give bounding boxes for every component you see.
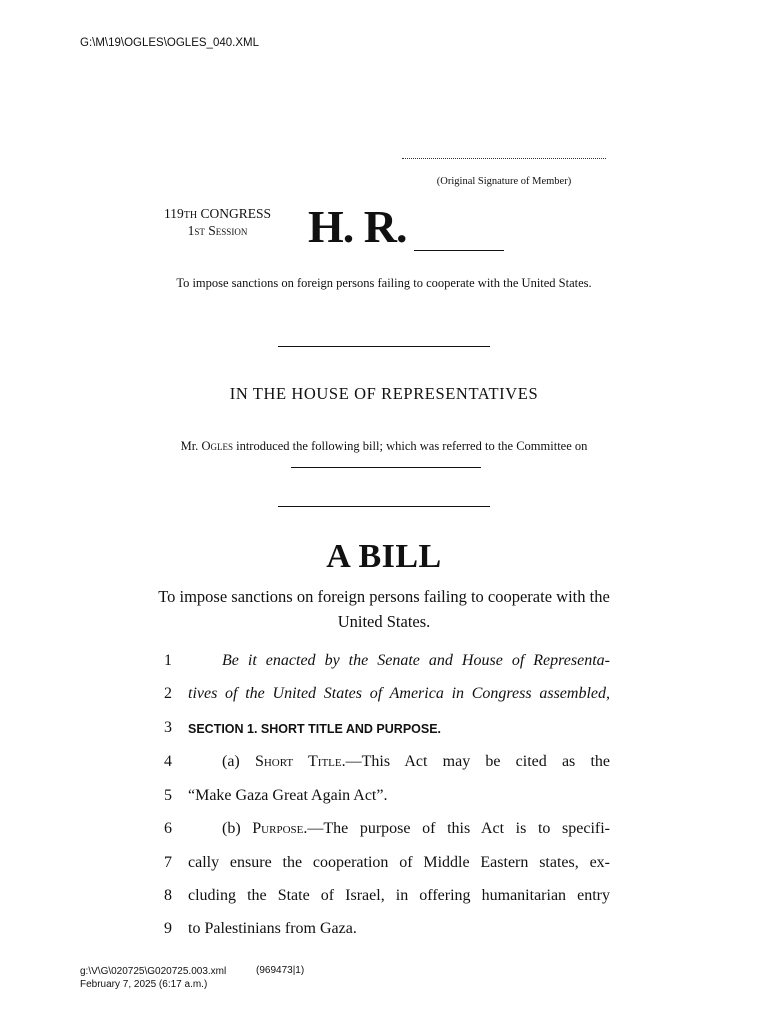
line-number: 1 [164,652,172,669]
sponsor-title: Mr. [180,439,199,453]
bill-line [160,887,620,911]
subsection-marker: (b) [222,820,253,837]
line-text: to Palestinians from Gaza. [188,920,357,937]
footer-date: February 7, 2025 (6:17 a.m.) [80,979,208,990]
introduction-text: introduced the following bill; which was referred to the Committee on [236,439,588,453]
sponsor-name: Ogles [201,439,233,453]
line-number: 9 [164,920,172,937]
footer-path: g:\V\G\020725\G020725.003.xml [80,966,227,977]
divider-rule [278,346,490,347]
line-text [222,753,610,771]
line-number: 5 [164,787,172,804]
bill-line [160,820,620,844]
section-heading: SECTION 1. SHORT TITLE AND PURPOSE. [188,722,442,736]
line-number: 6 [164,820,172,837]
footer-code: (969473|1) [256,965,305,976]
line-number: 3 [164,719,172,736]
line-number: 4 [164,753,172,770]
divider-rule [278,506,490,507]
subsection-text: .—This Act may be cited as the [341,753,610,770]
bill-line [160,920,620,944]
subsection-marker: (a) [222,753,255,770]
line-text: cluding the State of Israel, in offering humanitarian entry [188,887,610,904]
house-heading: IN THE HOUSE OF REPRESENTATIVES [229,384,539,403]
line-text: cally ensure the cooperation of Middle Eastern states, ex- [188,854,610,871]
line-text: Be it enacted by the Senate and House of Representa- [222,652,610,669]
long-title: To impose sanctions on foreign persons failing to cooperate with the United States. [158,587,610,631]
subsection-text: .—The purpose of this Act is to specifi- [303,820,610,837]
file-path-header: G:\M\19\OGLES\OGLES_040.XML [80,37,259,49]
bill-heading: A BILL [326,538,442,575]
committee-blank [291,456,481,468]
congress-number: 119 [164,206,184,221]
signature-caption: (Original Signature of Member) [436,176,572,187]
bill-designation: H. R. [308,201,407,252]
bill-line [160,652,620,676]
bill-number-blank [414,250,504,251]
line-text: “Make Gaza Great Again Act”. [188,787,388,804]
line-text: tives of the United States of America in Congress assembled, [188,685,610,702]
line-number: 2 [164,685,172,702]
congress-session-block [150,206,285,238]
line-number: 7 [164,854,172,871]
congress-ordinal: TH [183,210,198,221]
bill-line [160,685,620,709]
bill-line [160,753,620,777]
subsection-heading: Short Title [254,753,342,770]
signature-line [402,158,606,159]
introduction-statement [160,437,608,473]
bill-line [160,719,620,743]
short-purpose: To impose sanctions on foreign persons failing to cooperate with the United States. [176,276,592,290]
bill-line [160,787,620,811]
congress-word: CONGRESS [200,206,271,221]
line-number: 8 [164,887,172,904]
subsection-heading: Purpose [252,820,304,837]
bill-line [160,854,620,878]
session-line: 1st Session [187,223,248,238]
congress-line [150,206,285,223]
footer-info [80,965,226,991]
line-text [222,820,610,838]
